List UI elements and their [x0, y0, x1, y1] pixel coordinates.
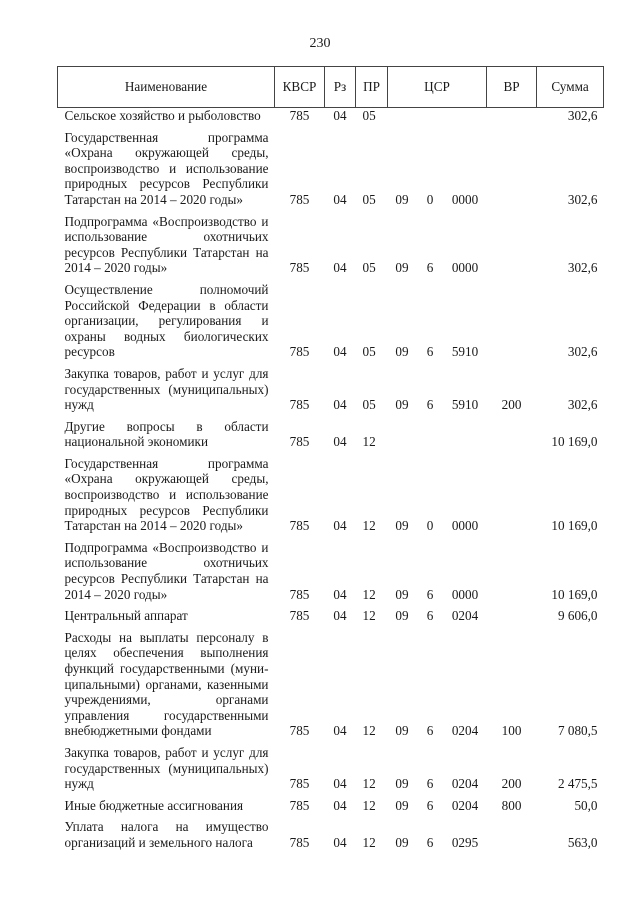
cell-csr3: [444, 418, 487, 455]
cell-name: Подпрограмма «Воспроизводство и использование охотничьих ресурсов Республики Татарстан на 2014 – 2020 годы»: [64, 213, 269, 276]
cell-vr: [487, 539, 537, 607]
cell-sum: 563,0: [567, 834, 598, 850]
cell-kvsr: 785: [289, 834, 310, 850]
cell-rz: 04: [333, 776, 347, 792]
cell-sum: 10 169,0: [551, 434, 598, 450]
cell-sum: 302,6: [567, 191, 598, 207]
cell-kvsr: 785: [289, 191, 310, 207]
cell-csr3: 0295: [451, 834, 479, 850]
cell-kvsr: 785: [289, 344, 310, 360]
cell-kvsr: 785: [289, 434, 310, 450]
cell-sum: 50,0: [574, 797, 598, 813]
cell-vr: [487, 818, 537, 855]
cell-name: Закупка товаров, работ и услуг для государственных (муниципальных) нужд: [64, 365, 269, 413]
cell-csr2: 6: [426, 586, 434, 602]
table-row: [58, 108, 604, 129]
table-row: [58, 455, 604, 539]
cell-rz: 04: [333, 434, 347, 450]
cell-name: Государственная программа «Охрана окружающей среды, воспроизводство и использование природных ресурсов Республики Татарстан на 2014 – 2020 годы»: [64, 455, 269, 534]
cell-csr1: 09: [395, 797, 409, 813]
cell-csr1: [388, 418, 417, 455]
cell-rz: 04: [333, 344, 347, 360]
cell-pr: 05: [362, 191, 376, 207]
cell-kvsr: 785: [289, 260, 310, 276]
table-row: [58, 365, 604, 418]
cell-csr1: 09: [395, 723, 409, 739]
cell-sum: 7 080,5: [557, 723, 598, 739]
cell-sum: 302,6: [567, 344, 598, 360]
cell-kvsr: 785: [289, 586, 310, 602]
cell-kvsr: 785: [289, 776, 310, 792]
cell-csr1: 09: [395, 586, 409, 602]
cell-sum: 10 169,0: [551, 586, 598, 602]
table-row: [58, 607, 604, 629]
cell-kvsr: 785: [289, 397, 310, 413]
table-row: [58, 818, 604, 855]
page-number: 230: [309, 36, 331, 51]
table-row: [58, 213, 604, 281]
table-header-row: [58, 67, 604, 108]
header-pr: ПР: [356, 67, 388, 108]
cell-name: Другие вопросы в области национальной экономики: [64, 418, 269, 450]
cell-csr1: 09: [395, 191, 409, 207]
cell-sum: 302,6: [567, 108, 598, 123]
cell-csr3: 0204: [451, 797, 479, 813]
cell-pr: 05: [362, 260, 376, 276]
table-row: [58, 418, 604, 455]
cell-rz: 04: [333, 518, 347, 534]
header-vr: ВР: [487, 67, 537, 108]
cell-pr: 12: [362, 434, 376, 450]
cell-pr: 12: [362, 608, 376, 624]
cell-csr3: 5910: [451, 344, 479, 360]
cell-sum: 302,6: [567, 260, 598, 276]
cell-sum: 302,6: [567, 397, 598, 413]
cell-sum: 2 475,5: [557, 776, 598, 792]
table-row: [58, 629, 604, 744]
cell-csr2: 6: [426, 776, 434, 792]
cell-vr: [487, 607, 537, 629]
cell-vr: [487, 108, 537, 129]
cell-rz: 04: [333, 608, 347, 624]
cell-csr3: 0204: [451, 608, 479, 624]
cell-rz: 04: [333, 397, 347, 413]
table-row: [58, 281, 604, 365]
cell-vr: [487, 418, 537, 455]
header-rz: Рз: [325, 67, 356, 108]
cell-vr: [487, 281, 537, 365]
header-csr: ЦСР: [388, 67, 487, 108]
cell-name: Государственная программа «Охрана окружающей среды, воспроизводство и использование природных ресурсов Республики Татарстан на 2014 – 2020 годы»: [64, 129, 269, 207]
cell-csr3: 0000: [451, 191, 479, 207]
cell-name: Подпрограмма «Воспроизводство и использование охотничьих ресурсов Республики Татарстан на 2014 – 2020 годы»: [64, 539, 269, 602]
cell-pr: 05: [362, 108, 376, 123]
cell-kvsr: 785: [289, 108, 310, 123]
cell-sum: 9 606,0: [557, 608, 598, 624]
cell-csr1: 09: [395, 518, 409, 534]
cell-csr3: 0000: [451, 518, 479, 534]
cell-rz: 04: [333, 586, 347, 602]
cell-csr2: [417, 108, 444, 129]
cell-csr2: [417, 418, 444, 455]
cell-name: Осуществление полномочий Российской Федерации в области организации, регулирования и охраны водных биологических ресурсов: [64, 281, 269, 360]
cell-vr: [487, 455, 537, 539]
cell-csr2: 6: [426, 344, 434, 360]
cell-csr3: 0000: [451, 586, 479, 602]
cell-rz: 04: [333, 797, 347, 813]
cell-vr: 200: [501, 776, 522, 792]
cell-pr: 12: [362, 518, 376, 534]
cell-csr2: 6: [426, 608, 434, 624]
cell-csr2: 0: [426, 518, 434, 534]
cell-csr2: 6: [426, 260, 434, 276]
cell-pr: 05: [362, 397, 376, 413]
cell-csr2: 6: [426, 723, 434, 739]
cell-vr: 200: [501, 397, 522, 413]
cell-csr1: 09: [395, 397, 409, 413]
cell-csr1: [388, 108, 417, 129]
table-body: [58, 108, 604, 856]
cell-name: Уплата налога на имущество организаций и земельного налога: [64, 819, 269, 850]
cell-vr: [487, 129, 537, 213]
cell-name: Центральный аппарат: [64, 608, 188, 624]
header-sum: Сумма: [537, 67, 604, 108]
table-row: [58, 797, 604, 819]
cell-vr: [487, 213, 537, 281]
cell-kvsr: 785: [289, 797, 310, 813]
cell-rz: 04: [333, 108, 347, 123]
cell-csr1: 09: [395, 608, 409, 624]
cell-csr2: 0: [426, 191, 434, 207]
cell-csr3: 5910: [451, 397, 479, 413]
cell-pr: 12: [362, 586, 376, 602]
cell-csr2: 6: [426, 797, 434, 813]
cell-kvsr: 785: [289, 723, 310, 739]
cell-pr: 12: [362, 723, 376, 739]
header-name: Наименование: [58, 67, 275, 108]
cell-csr3: [444, 108, 487, 129]
cell-kvsr: 785: [289, 608, 310, 624]
cell-csr3: 0204: [451, 723, 479, 739]
cell-pr: 12: [362, 834, 376, 850]
cell-csr1: 09: [395, 260, 409, 276]
table-row: [58, 744, 604, 797]
table-row: [58, 539, 604, 607]
cell-name: Расходы на выплаты персоналу в целях обеспечения выполнения функций государственными (муни-ципальными) органами, казенными учреждениями, органами управления государственными внебюджетными фондами: [64, 629, 269, 739]
cell-csr3: 0204: [451, 776, 479, 792]
cell-kvsr: 785: [289, 518, 310, 534]
cell-vr: 100: [501, 723, 522, 739]
cell-rz: 04: [333, 723, 347, 739]
cell-name: Сельское хозяйство и рыболовство: [64, 108, 261, 123]
cell-csr3: 0000: [451, 260, 479, 276]
cell-pr: 12: [362, 797, 376, 813]
cell-csr1: 09: [395, 834, 409, 850]
cell-name: Иные бюджетные ассигнования: [64, 797, 244, 813]
cell-csr1: 09: [395, 776, 409, 792]
budget-table: [57, 66, 604, 856]
cell-vr: 800: [501, 797, 522, 813]
cell-csr1: 09: [395, 344, 409, 360]
cell-csr2: 6: [426, 397, 434, 413]
cell-csr2: 6: [426, 834, 434, 850]
cell-pr: 05: [362, 344, 376, 360]
cell-rz: 04: [333, 191, 347, 207]
header-kvsr: КВСР: [275, 67, 325, 108]
cell-sum: 10 169,0: [551, 518, 598, 534]
cell-rz: 04: [333, 260, 347, 276]
cell-rz: 04: [333, 834, 347, 850]
table-row: [58, 129, 604, 213]
cell-pr: 12: [362, 776, 376, 792]
cell-name: Закупка товаров, работ и услуг для государственных (муниципальных) нужд: [64, 744, 269, 792]
